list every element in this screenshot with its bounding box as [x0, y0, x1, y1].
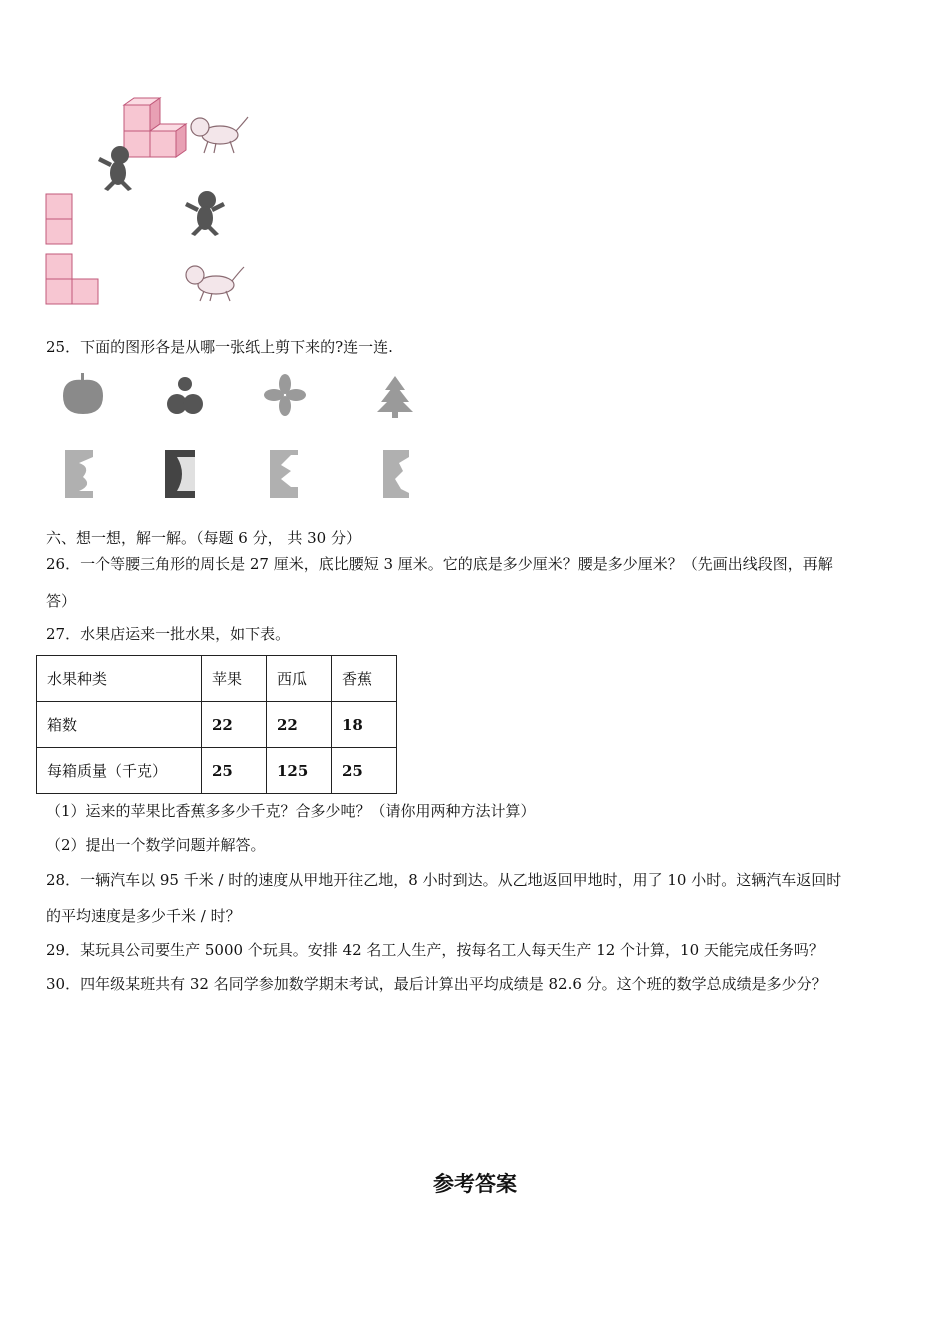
table-cell: 水果种类	[37, 656, 202, 702]
table-cell: 25	[332, 748, 397, 794]
question-25-number: 25．	[46, 338, 81, 356]
table-cell: 22	[267, 702, 332, 748]
table-cell: 苹果	[202, 656, 267, 702]
section-6-title: 六、想一想，解一解。（每题 6 分， 共 30 分）	[46, 529, 361, 547]
table-cell: 香蕉	[332, 656, 397, 702]
folded-paper-row	[55, 445, 425, 505]
front-view-column	[46, 194, 72, 244]
table-cell: 125	[267, 748, 332, 794]
folded-paper-3-icon	[270, 450, 298, 498]
question-27-sub2: （2）提出一个数学问题并解答。	[46, 836, 266, 854]
question-28-line2: 的平均速度是多少千米 / 时？	[46, 907, 241, 925]
answers-title: 参考答案	[433, 1172, 517, 1196]
question-25	[46, 337, 393, 357]
question-27: 27．水果店运来一批水果，如下表。	[46, 625, 291, 643]
table-row	[37, 748, 397, 794]
cutout-shapes-row	[55, 370, 425, 425]
gourd-shape-icon	[167, 377, 203, 414]
dog-icon	[186, 266, 244, 301]
table-cell: 25	[202, 748, 267, 794]
table-cell: 每箱质量（千克）	[37, 748, 202, 794]
table-cell: 箱数	[37, 702, 202, 748]
question-26-line2: 答）	[46, 592, 77, 610]
question-28-line1: 28．一辆汽车以 95 千米 / 时的速度从甲地开往乙地，8 小时到达。从乙地返回甲地时，用了 10 小时。这辆汽车返回时	[46, 871, 842, 889]
folded-paper-2-icon	[165, 450, 195, 498]
folded-paper-1-icon	[65, 450, 93, 498]
table-cell: 22	[202, 702, 267, 748]
front-view-l-shape	[46, 254, 98, 304]
table-header-row	[37, 656, 397, 702]
question-25-text: 下面的图形各是从哪一张纸上剪下来的?连一连.	[80, 338, 393, 356]
flower-shape-icon	[264, 374, 306, 416]
monkey-icon	[185, 191, 225, 236]
fruit-table	[36, 655, 397, 794]
dog-icon	[191, 117, 248, 153]
question-26-line1: 26．一个等腰三角形的周长是 27 厘米，底比腰短 3 厘米。它的底是多少厘米？腰是多少厘米？（先画出线段图，再解	[46, 555, 833, 573]
table-cell: 西瓜	[267, 656, 332, 702]
question-30: 30．四年级某班共有 32 名同学参加数学期末考试，最后计算出平均成绩是 82.6 分。这个班的数学总成绩是多少分？	[46, 975, 827, 993]
apple-shape-icon	[63, 373, 103, 414]
table-cell: 18	[332, 702, 397, 748]
table-row	[37, 702, 397, 748]
tree-shape-icon	[377, 376, 413, 418]
monkey-icon	[98, 146, 132, 191]
folded-paper-4-icon	[383, 450, 409, 498]
question-27-sub1: （1）运来的苹果比香蕉多多少千克？合多少吨？（请你用两种方法计算）	[46, 802, 536, 820]
cube-stack	[124, 98, 186, 157]
cube-views-figure	[40, 95, 260, 310]
question-29: 29．某玩具公司要生产 5000 个玩具。安排 42 名工人生产，按每名工人每天生产 12 个计算，10 天能完成任务吗？	[46, 941, 824, 959]
